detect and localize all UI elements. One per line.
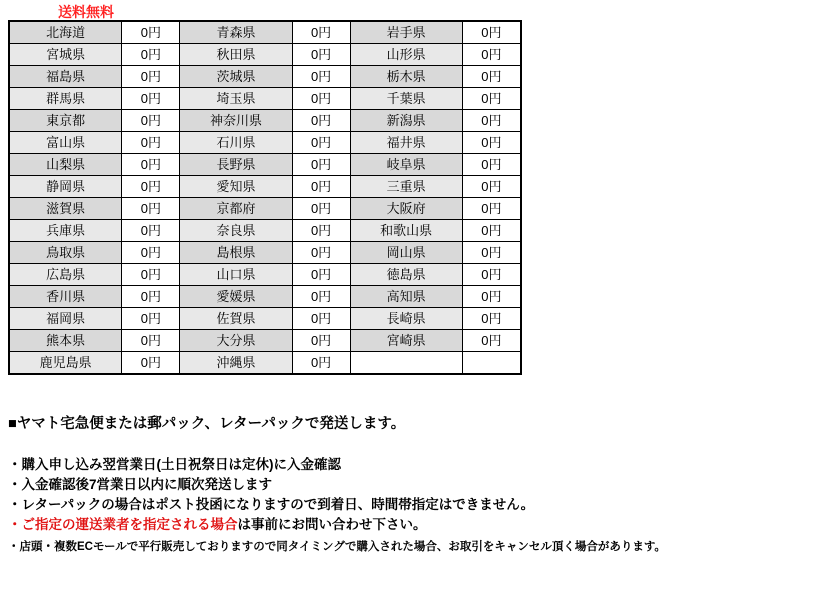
prefecture-price: 0円: [292, 264, 350, 286]
prefecture-price: 0円: [122, 132, 180, 154]
prefecture-price: 0円: [122, 242, 180, 264]
prefecture-name: 愛媛県: [180, 286, 292, 308]
prefecture-name: 徳島県: [350, 264, 462, 286]
prefecture-price: 0円: [292, 330, 350, 352]
prefecture-price: 0円: [462, 286, 521, 308]
prefecture-price: 0円: [122, 44, 180, 66]
prefecture-price: 0円: [122, 308, 180, 330]
prefecture-price: 0円: [462, 176, 521, 198]
prefecture-name: 岩手県: [350, 21, 462, 44]
table-row: [9, 352, 521, 375]
prefecture-name: 秋田県: [180, 44, 292, 66]
prefecture-name: 滋賀県: [9, 198, 122, 220]
prefecture-price: 0円: [462, 110, 521, 132]
prefecture-name: 青森県: [180, 21, 292, 44]
prefecture-price: 0円: [462, 220, 521, 242]
prefecture-price: 0円: [462, 21, 521, 44]
empty-cell: [350, 352, 462, 375]
prefecture-name: 和歌山県: [350, 220, 462, 242]
prefecture-price: 0円: [122, 21, 180, 44]
free-shipping-label: 送料無料: [58, 4, 114, 20]
note-carrier-designation-black: は事前にお問い合わせ下さい。: [237, 517, 427, 532]
prefecture-price: 0円: [122, 286, 180, 308]
prefecture-name: 大分県: [180, 330, 292, 352]
note-payment-confirm: ・購入申し込み翌営業日(土日祝祭日は定休)に入金確認: [8, 457, 341, 472]
prefecture-price: 0円: [122, 66, 180, 88]
prefecture-name: 茨城県: [180, 66, 292, 88]
prefecture-name: 石川県: [180, 132, 292, 154]
prefecture-name: 高知県: [350, 286, 462, 308]
prefecture-name: 岐阜県: [350, 154, 462, 176]
table-row: [9, 44, 521, 66]
table-row: [9, 154, 521, 176]
note-dispatch-days: ・入金確認後7営業日以内に順次発送します: [8, 477, 273, 492]
prefecture-price: 0円: [462, 198, 521, 220]
prefecture-name: 富山県: [9, 132, 122, 154]
shipping-notes: [8, 412, 808, 557]
prefecture-name: 兵庫県: [9, 220, 122, 242]
prefecture-price: 0円: [462, 66, 521, 88]
prefecture-price: 0円: [462, 44, 521, 66]
prefecture-name: 山口県: [180, 264, 292, 286]
prefecture-name: 福岡県: [9, 308, 122, 330]
prefecture-price: 0円: [462, 88, 521, 110]
shipping-method-heading: ■ヤマト宅急便または郵パック、レターパックで発送します。: [8, 416, 406, 432]
prefecture-price: 0円: [292, 352, 350, 375]
table-row: [9, 176, 521, 198]
prefecture-name: 鳥取県: [9, 242, 122, 264]
note-parallel-sales: ・店頭・複数ECモールで平行販売しておりますので同タイミングで購入された場合、お取引をキャンセル頂く場合があります。: [8, 541, 666, 553]
prefecture-name: 長野県: [180, 154, 292, 176]
prefecture-name: 宮崎県: [350, 330, 462, 352]
prefecture-price: 0円: [292, 176, 350, 198]
prefecture-name: 広島県: [9, 264, 122, 286]
prefecture-price: 0円: [292, 88, 350, 110]
prefecture-price: 0円: [122, 110, 180, 132]
prefecture-name: 神奈川県: [180, 110, 292, 132]
prefecture-name: 香川県: [9, 286, 122, 308]
prefecture-name: 山梨県: [9, 154, 122, 176]
note-carrier-designation-red: ・ご指定の運送業者を指定される場合: [8, 517, 238, 532]
prefecture-name: 沖縄県: [180, 352, 292, 375]
empty-cell: [462, 352, 521, 375]
table-row: [9, 21, 521, 44]
prefecture-price: 0円: [292, 132, 350, 154]
table-row: [9, 242, 521, 264]
prefecture-name: 熊本県: [9, 330, 122, 352]
table-row: [9, 132, 521, 154]
table-row: [9, 88, 521, 110]
prefecture-name: 島根県: [180, 242, 292, 264]
note-letterpack: ・レターパックの場合はポスト投函になりますので到着日、時間帯指定はできません。: [8, 497, 535, 512]
prefecture-price: 0円: [122, 220, 180, 242]
prefecture-price: 0円: [122, 176, 180, 198]
prefecture-price: 0円: [462, 264, 521, 286]
table-row: [9, 110, 521, 132]
prefecture-price: 0円: [462, 330, 521, 352]
prefecture-price: 0円: [462, 132, 521, 154]
prefecture-price: 0円: [292, 110, 350, 132]
table-body: [9, 21, 521, 374]
prefecture-price: 0円: [292, 44, 350, 66]
prefecture-name: 群馬県: [9, 88, 122, 110]
prefecture-name: 愛知県: [180, 176, 292, 198]
prefecture-shipping-table: [8, 20, 522, 375]
prefecture-name: 埼玉県: [180, 88, 292, 110]
prefecture-price: 0円: [292, 242, 350, 264]
prefecture-name: 三重県: [350, 176, 462, 198]
prefecture-name: 山形県: [350, 44, 462, 66]
prefecture-name: 北海道: [9, 21, 122, 44]
prefecture-price: 0円: [292, 308, 350, 330]
prefecture-price: 0円: [292, 154, 350, 176]
prefecture-price: 0円: [292, 66, 350, 88]
prefecture-price: 0円: [122, 154, 180, 176]
prefecture-name: 千葉県: [350, 88, 462, 110]
prefecture-price: 0円: [122, 264, 180, 286]
prefecture-price: 0円: [462, 308, 521, 330]
prefecture-price: 0円: [122, 352, 180, 375]
prefecture-price: 0円: [122, 330, 180, 352]
prefecture-name: 東京都: [9, 110, 122, 132]
note-carrier-designation: [8, 515, 808, 535]
prefecture-name: 栃木県: [350, 66, 462, 88]
table-row: [9, 308, 521, 330]
prefecture-name: 長崎県: [350, 308, 462, 330]
table-row: [9, 264, 521, 286]
prefecture-price: 0円: [292, 220, 350, 242]
table-row: [9, 198, 521, 220]
prefecture-name: 福島県: [9, 66, 122, 88]
prefecture-name: 新潟県: [350, 110, 462, 132]
prefecture-name: 岡山県: [350, 242, 462, 264]
table-row: [9, 66, 521, 88]
prefecture-price: 0円: [122, 198, 180, 220]
prefecture-price: 0円: [122, 88, 180, 110]
table-row: [9, 286, 521, 308]
prefecture-name: 佐賀県: [180, 308, 292, 330]
prefecture-price: 0円: [292, 21, 350, 44]
table-row: [9, 220, 521, 242]
prefecture-price: 0円: [292, 198, 350, 220]
prefecture-name: 静岡県: [9, 176, 122, 198]
prefecture-price: 0円: [292, 286, 350, 308]
prefecture-name: 鹿児島県: [9, 352, 122, 375]
prefecture-name: 京都府: [180, 198, 292, 220]
prefecture-name: 大阪府: [350, 198, 462, 220]
prefecture-name: 奈良県: [180, 220, 292, 242]
table-row: [9, 330, 521, 352]
prefecture-name: 宮城県: [9, 44, 122, 66]
prefecture-name: 福井県: [350, 132, 462, 154]
prefecture-price: 0円: [462, 242, 521, 264]
prefecture-price: 0円: [462, 154, 521, 176]
